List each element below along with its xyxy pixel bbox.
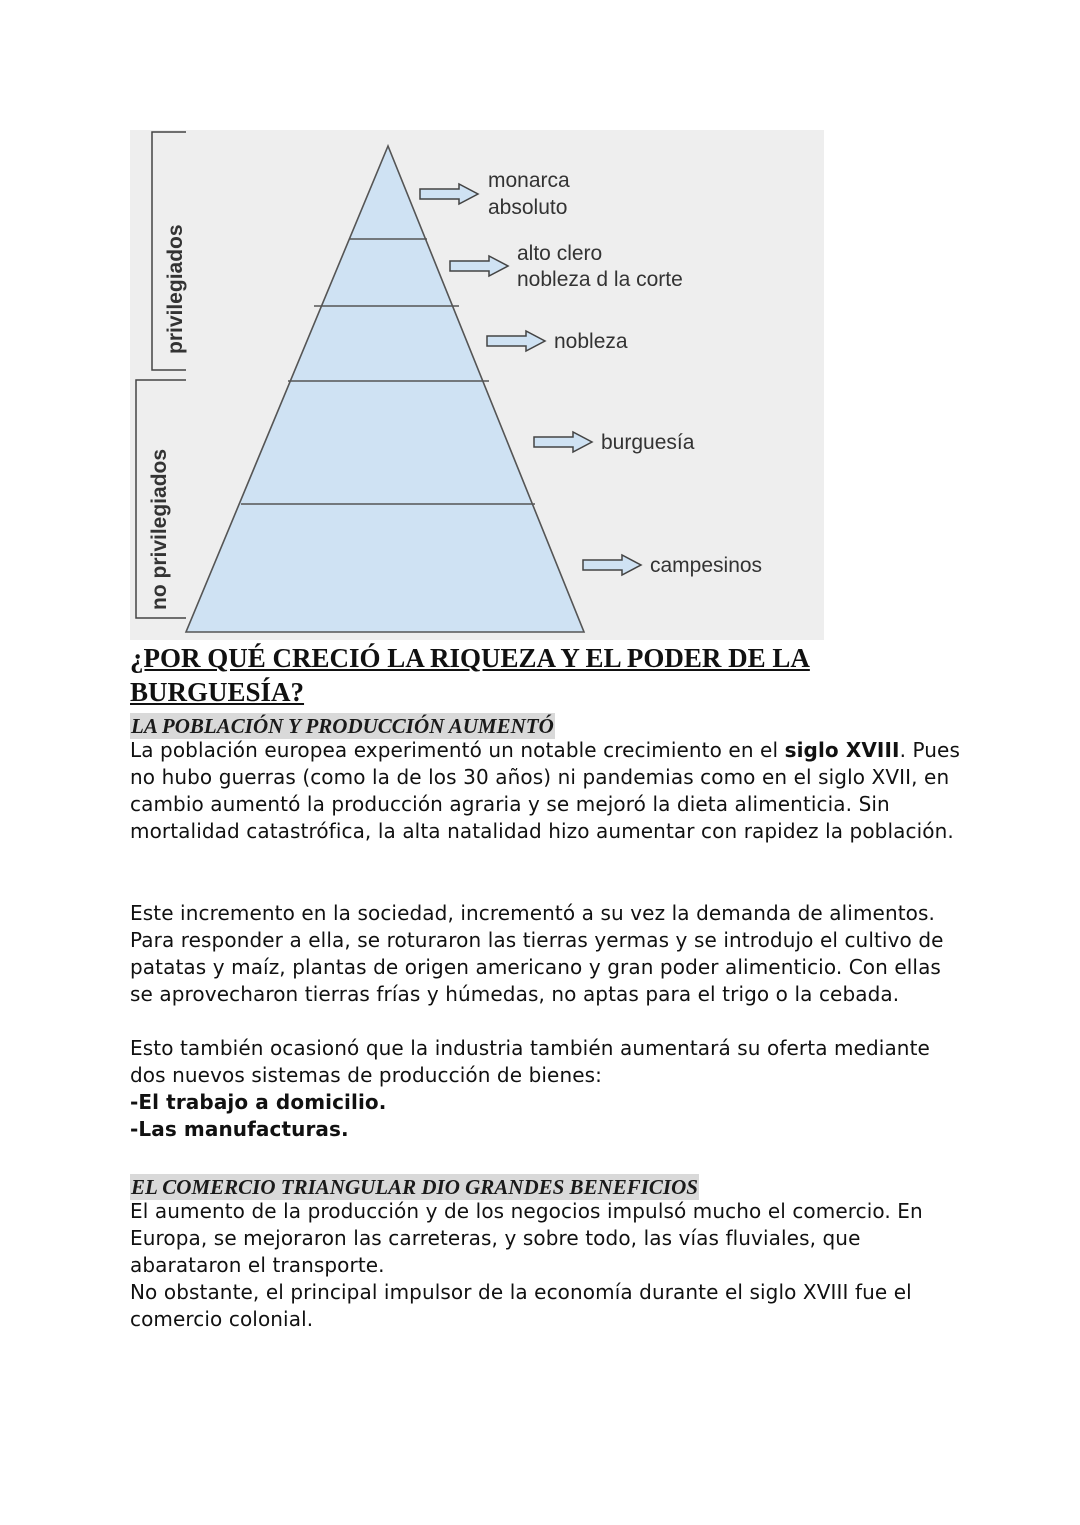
paragraph-population: La población europea experimentó un notable crecimiento en el siglo XVIII. Pues no hubo guerras (como la de los 30 años) ni pandemias como en el siglo XVII, en cambio aumentó la producción agraria y se mejoró la dieta alimenticia. Sin mortalidad catastrófica, la alta natalidad hizo aumentar con rapidez la población. bbox=[130, 738, 960, 843]
level-label-bourgeoisie: burguesía bbox=[601, 431, 695, 454]
level-label-clergy-1: alto clero bbox=[517, 242, 603, 265]
level-label-clergy-2: nobleza d la corte bbox=[517, 268, 683, 291]
section-heading-commerce: EL COMERCIO TRIANGULAR DIO GRANDES BENEFICIOS bbox=[131, 1175, 698, 1199]
paragraph-colonial-trade: No obstante, el principal impulsor de la economía durante el siglo XVIII fue el comercio colonial. bbox=[130, 1280, 912, 1331]
level-label-monarch-1: monarca bbox=[488, 169, 570, 192]
level-label-monarch-2: absoluto bbox=[488, 196, 568, 219]
level-label-nobility: nobleza bbox=[554, 330, 628, 353]
paragraph-food-demand: Este incremento en la sociedad, incrementó a su vez la demanda de alimentos. Para responder a ella, se roturaron las tierras yermas y se introdujo el cultivo de patatas y maíz, plantas de origen americano y gran poder alimenticio. Con ellas se aprovecharon tierras frías y húmedas, no aptas para el trigo o la cebada. bbox=[130, 901, 944, 1006]
privileged-label: privilegiados bbox=[164, 224, 187, 354]
non-privileged-label: no privilegiados bbox=[148, 448, 171, 610]
social-pyramid-diagram bbox=[130, 130, 824, 640]
level-label-peasants: campesinos bbox=[650, 554, 763, 577]
section-heading-population: LA POBLACIÓN Y PRODUCCIÓN AUMENTÓ bbox=[131, 714, 554, 738]
page-title: ¿POR QUÉ CRECIÓ LA RIQUEZA Y EL PODER DE LA BURGUESÍA? bbox=[130, 643, 810, 707]
paragraph-industry: Esto también ocasionó que la industria también aumentará su oferta mediante dos nuevos sistemas de producción de bienes: bbox=[130, 1036, 930, 1087]
list-item: -El trabajo a domicilio. bbox=[130, 1090, 387, 1114]
paragraph-commerce: El aumento de la producción y de los negocios impulsó mucho el comercio. En Europa, se mejoraron las carreteras, y sobre todo, las vías fluviales, que abarataron el transporte. bbox=[130, 1199, 923, 1277]
list-item: -Las manufacturas. bbox=[130, 1117, 349, 1141]
